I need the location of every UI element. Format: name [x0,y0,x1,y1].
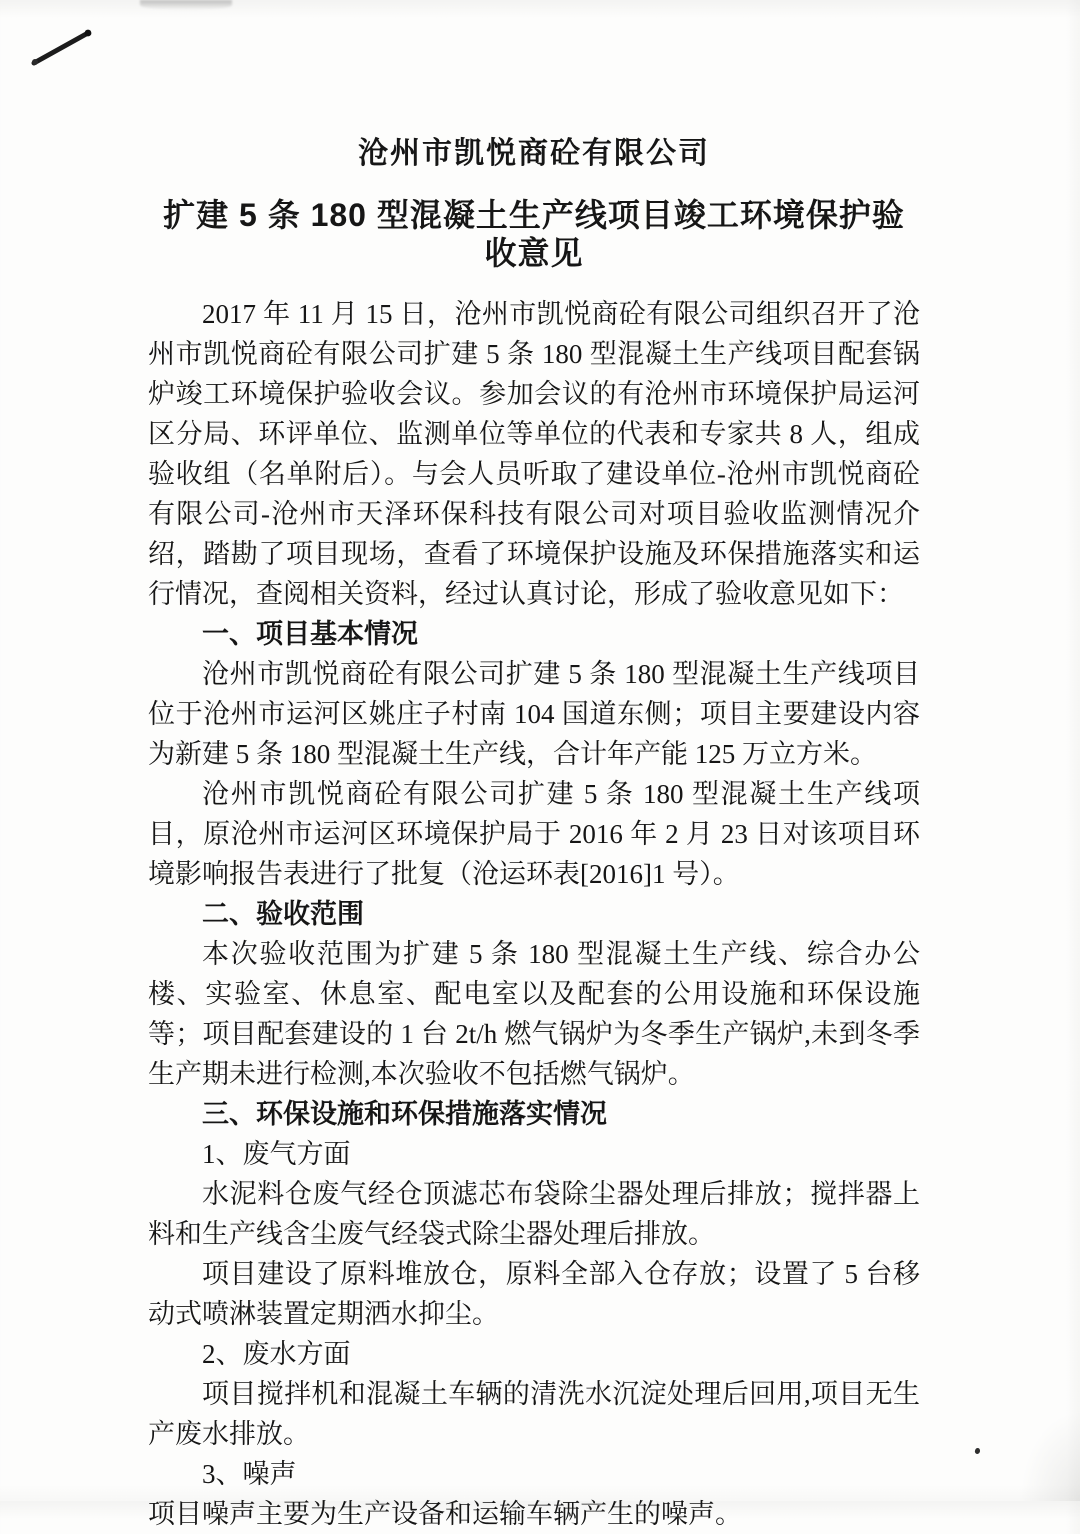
scan-smudge-artifact [140,0,232,10]
paragraph-eia-approval: 沧州市凯悦商砼有限公司扩建 5 条 180 型混凝土生产线项目，原沧州市运河区环境保护局于 2016 年 2 月 23 日对该项目环境影响报告表进行了批复（沧运环表[2016]1 号）。 [148,779,920,889]
scan-corner-shade [1020,1411,1080,1501]
heading-waste-water: 2、废水方面 [202,1339,351,1369]
paragraph-raw-material-storage: 项目建设了原料堆放仓，原料全部入仓存放；设置了 5 台移动式喷淋装置定期洒水抑尘。 [148,1259,920,1329]
heading-section-1-project-basic-info: 一、项目基本情况 [202,619,418,649]
heading-waste-gas: 1、废气方面 [202,1139,351,1169]
heading-section-2-acceptance-scope: 二、验收范围 [202,899,364,929]
paragraph-project-location: 沧州市凯悦商砼有限公司扩建 5 条 180 型混凝土生产线项目位于沧州市运河区姚庄子村南 104 国道东侧；项目主要建设内容为新建 5 条 180 型混凝土生产线，合计年产能 125 万立方米。 [148,659,920,769]
paragraph-waste-gas-treatment: 水泥料仓废气经仓顶滤芯布袋除尘器处理后排放；搅拌器上料和生产线含尘废气经袋式除尘器处理后排放。 [148,1179,920,1249]
document-subtitle: 扩建 5 条 180 型混凝土生产线项目竣工环境保护验收意见 [163,197,905,271]
heading-section-3-env-measures: 三、环保设施和环保措施落实情况 [202,1099,607,1129]
document-title: 沧州市凯悦商砼有限公司 [358,137,710,170]
paragraph-acceptance-scope: 本次验收范围为扩建 5 条 180 型混凝土生产线、综合办公楼、实验室、休息室、配电室以及配套的公用设施和环保设施等；项目配套建设的 1 台 2t/h 燃气锅炉为冬季生产锅炉,未到冬季生产期未进行检测,本次验收不包括燃气锅炉。 [148,939,920,1089]
scan-speck-artifact [974,1447,981,1454]
paragraph-noise-source: 项目噪声主要为生产设备和运输车辆产生的噪声。 [148,1499,742,1529]
pen-stroke-artifact [0,0,130,90]
paragraph-waste-water-treatment: 项目搅拌机和混凝土车辆的清洗水沉淀处理后回用,项目无生产废水排放。 [148,1379,920,1449]
paragraph-meeting-intro: 2017 年 11 月 15 日，沧州市凯悦商砼有限公司组织召开了沧州市凯悦商砼有限公司扩建 5 条 180 型混凝土生产线项目配套锅炉竣工环境保护验收会议。参加会议的有沧州市环境保护局运河区分局、环评单位、监测单位等单位的代表和专家共 8 人，组成验收组（名单附后）。与会人员听取了建设单位-沧州市凯悦商砼有限公司-沧州市天泽环保科技有限公司对项目验收监测情况介绍，踏勘了项目现场，查看了环境保护设施及环保措施落实和运行情况，查阅相关资料，经过认真讨论，形成了验收意见如下： [148,299,920,609]
document [148,136,920,1534]
heading-noise: 3、噪声 [202,1459,297,1489]
document-body [148,294,920,1534]
